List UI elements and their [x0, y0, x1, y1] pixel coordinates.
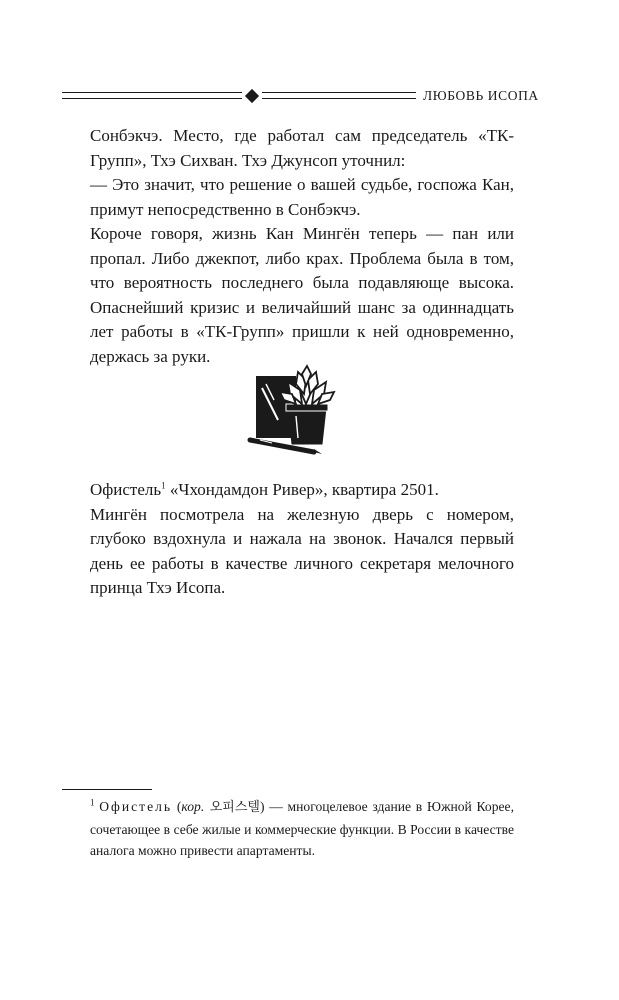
diamond-ornament-icon — [245, 89, 259, 103]
footnote-text: многоцелевое здание в Южной Корее, сочетающее в себе жилые и коммерческие функции. В России в качестве аналога можно привести апартаменты. — [90, 799, 514, 858]
body-text-bottom — [90, 478, 514, 601]
running-header-title: ЛЮБОВЬ ИСОПА — [423, 88, 539, 103]
footnote-separator — [62, 789, 152, 790]
header-rule-left-bottom — [62, 98, 242, 99]
footnote-korean: 오피스텔 — [204, 800, 260, 815]
running-header — [62, 86, 539, 110]
paragraph: Мингён посмотрела на железную дверь с номером, глубоко вздохнула и нажала на звонок. Начался первый день ее работы в качестве личного секретаря мелочного принца Тхэ Исопа. — [90, 504, 514, 597]
footnote-language: кор. — [181, 799, 205, 814]
body-text-top — [90, 124, 514, 369]
header-rule-left-top — [62, 92, 242, 93]
header-rule-middle-bottom — [262, 98, 416, 99]
footnote-term: Офистель — [99, 799, 173, 814]
paragraph-officetel: Офистель$^1$ «Чхондамдон Ривер», квартира 2501. — [90, 480, 439, 499]
footnote: $^1$ Офистель (кор. 오피스텔) — многоцелевое здание в Южной Корее, сочетающее в себе жилые и коммерческие функции. В России в качестве аналога можно привести апартаменты. — [90, 797, 514, 858]
paragraph: — Это значит, что решение о вашей судьбе, госпожа Кан, примут непосредственно в Сонбэкчэ. — [90, 175, 514, 219]
paragraph: Короче говоря, жизнь Кан Мингён теперь — пан или пропал. Либо джекпот, либо крах. Проблема была в том, что вероятность последнего была подавляюще высока. Опаснейший кризис и величайший шанс за одиннадцать лет работы в «ТК-Групп» пришли к ней одновременно, держась за руки. — [90, 224, 514, 366]
plant-pot-with-pen-icon — [244, 364, 344, 460]
footnote-reference[interactable]: 1 — [161, 480, 166, 491]
paragraph: Сонбэкчэ. Место, где работал сам председатель «ТК-Групп», Тхэ Сихван. Тхэ Джунсоп уточнил: — [90, 126, 514, 170]
header-rule-middle-top — [262, 92, 416, 93]
footnote-mark: 1 — [90, 797, 95, 808]
